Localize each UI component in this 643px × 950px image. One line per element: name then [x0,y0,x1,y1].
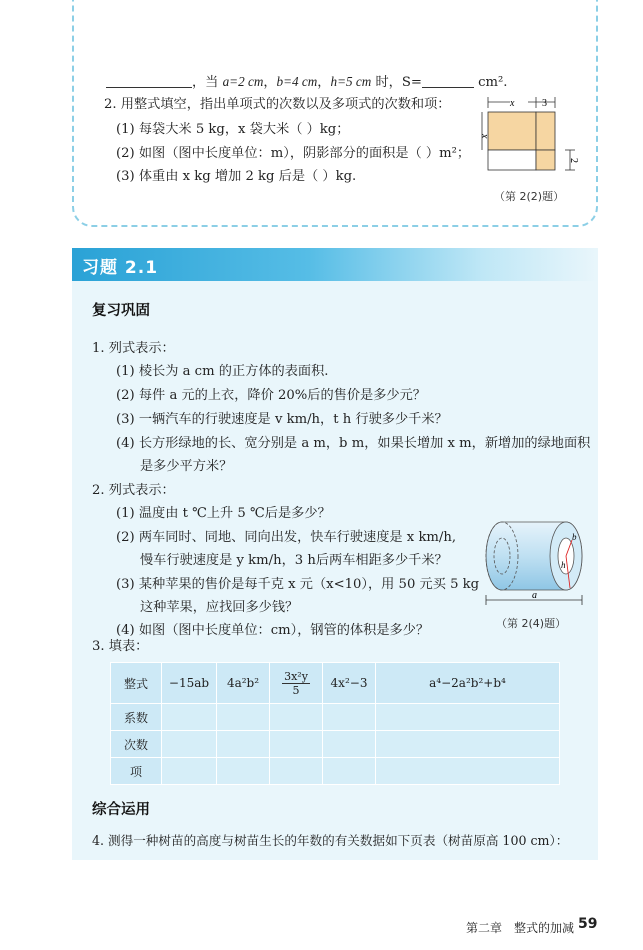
q2-item: (4) 如图（图中长度单位：cm），钢管的体积是多少？ [116,623,430,638]
table-cell [162,758,217,785]
practice-q2-1: (1) 每袋大米 5 kg，x 袋大米（ ）kg； [116,122,350,137]
practice-line-top: ，当 a=2 cm，b=4 cm，h=5 cm 时，S= cm². [106,73,507,92]
table-cell [217,758,270,785]
label-3: 3 [542,98,547,109]
q2-item: (2) 两车同时、同地、同向出发，快车行驶速度是 x km/h, [116,530,457,545]
q1-stem: 1. 列式表示： [92,341,175,356]
table-cell [217,704,270,731]
table-row-label: 次数 [111,731,162,758]
area-figure [478,92,588,182]
table-col-header: a⁴−2a²b²+b⁴ [376,663,560,704]
table-row [111,704,560,731]
fraction-denominator: 5 [292,683,300,697]
q1-item: 是多少平方米？ [140,459,233,474]
table-cell [376,758,560,785]
fill-in-table [110,662,560,785]
table-cell [270,731,323,758]
q1-item: (3) 一辆汽车的行驶速度是 v km/h，t h 行驶多少千米？ [116,412,448,427]
label-x-side: x [479,134,490,139]
q2-item: 这种苹果，应找回多少钱？ [140,600,299,615]
table-col-header: 4a²b² [217,663,270,704]
pipe-figure-caption: （第 2(4)题） [496,617,567,630]
q2-stem: 2. 列式表示： [92,483,175,498]
q2-item: (3) 某种苹果的售价是每千克 x 元（x<10），用 50 元买 5 kg [116,577,480,592]
q3-stem: 3. 填表： [92,639,149,654]
table-cell [323,704,376,731]
table-cell [162,731,217,758]
figure-caption: （第 2(2)题） [494,190,565,203]
table-col-header: 4x²−3 [323,663,376,704]
table-row [111,731,560,758]
exercise-title: 习题 2.1 [82,258,159,278]
answer-blank [106,74,192,88]
practice-q2-3: (3) 体重由 x kg 增加 2 kg 后是（ ）kg. [116,169,357,184]
steel-pipe-figure [480,516,586,608]
apply-heading: 综合运用 [92,802,150,818]
page-number: 59 [578,916,598,932]
practice-q2-stem: 2. 用整式填空，指出单项式的次数以及多项式的次数和项： [104,97,451,112]
q1-item: (1) 棱长为 a cm 的正方体的表面积. [116,364,329,379]
fraction-numerator: 3x²y [284,669,308,683]
q2-item: 慢车行驶速度是 y km/h，3 h后两车相距多少千米？ [140,553,448,568]
q1-item: (4) 长方形绿地的长、宽分别是 a m，b m，如果长增加 x m，新增加的绿地面积 [116,436,591,451]
table-row [111,758,560,785]
label-x-top: x [510,98,515,109]
table-col-header-fraction [270,663,323,704]
table-cell [270,758,323,785]
footer-chapter: 第二章 整式的加减 [466,921,575,935]
table-cell [270,704,323,731]
table-cell [323,758,376,785]
table-cell [376,704,560,731]
q4-text: 4. 测得一种树苗的高度与树苗生长的年数的有关数据如下页表（树苗原高 100 cm）： [92,833,569,848]
review-heading: 复习巩固 [92,303,150,319]
table-cell [376,731,560,758]
table-row-label: 系数 [111,704,162,731]
table-cell [217,731,270,758]
q2-item: (1) 温度由 t ℃上升 5 ℃后是多少？ [116,506,331,521]
label-a: a [532,590,537,601]
q1-item: (2) 每件 a 元的上衣，降价 20%后的售价是多少元？ [116,388,426,403]
answer-blank [422,74,474,88]
table-col-header: −15ab [162,663,217,704]
table-cell [162,704,217,731]
table-header-row [111,663,560,704]
table-row-label: 项 [111,758,162,785]
label-2: 2 [568,158,579,163]
practice-q2-2: (2) 如图（图中长度单位：m），阴影部分的面积是（ ）m²； [116,146,471,161]
label-h: h [561,560,566,570]
label-b: b [572,532,577,542]
table-cell [323,731,376,758]
table-corner: 整式 [111,663,162,704]
